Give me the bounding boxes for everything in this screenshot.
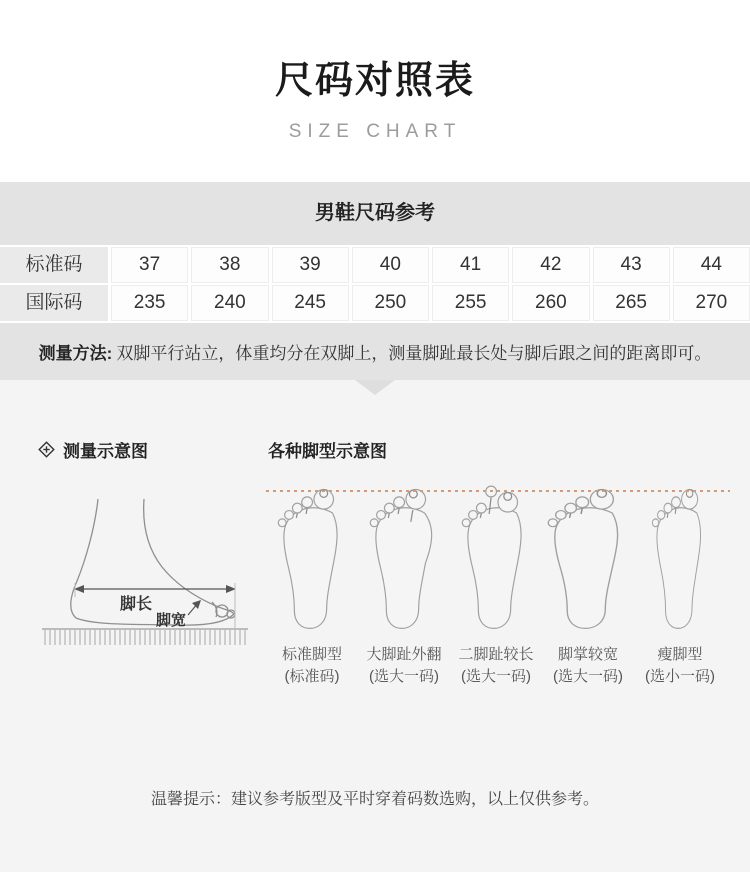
foot-outline-standard-illustration	[268, 481, 356, 633]
size-row-label: 标准码	[0, 247, 108, 283]
foot-width-label: 脚宽	[155, 612, 187, 629]
size-cell: 250	[352, 285, 429, 321]
size-cell: 44	[673, 247, 750, 283]
size-cell: 37	[111, 247, 188, 283]
foot-type-name: 二脚趾较长	[458, 646, 534, 663]
foot-type-standard	[268, 481, 356, 688]
foot-type-name: 标准脚型	[281, 646, 342, 663]
foot-type-narrow	[636, 481, 724, 688]
page-subtitle: SIZE CHART	[288, 121, 462, 142]
size-cell: 245	[272, 285, 349, 321]
foot-type-wide	[544, 481, 632, 688]
size-cell: 40	[352, 247, 429, 283]
foot-type-name: 脚掌较宽	[557, 646, 618, 663]
foot-types-panel	[268, 437, 750, 688]
foot-type-note: (选大一码)	[369, 668, 439, 685]
foot-measure-illustration	[38, 497, 268, 654]
measure-method-text: 双脚平行站立，体重均分在双脚上，测量脚趾最长处与脚后跟之间的距离即可。	[116, 344, 712, 363]
size-table-header: 男鞋尺码参考	[0, 182, 750, 245]
foot-type-note: (选大一码)	[461, 668, 531, 685]
size-cell: 235	[111, 285, 188, 321]
size-cell: 265	[593, 285, 670, 321]
size-cell: 270	[673, 285, 750, 321]
size-cell: 41	[432, 247, 509, 283]
diamond-plus-icon	[38, 441, 55, 458]
page-title: 尺码对照表	[274, 60, 475, 102]
foot-outline-wide-illustration	[544, 481, 632, 633]
size-cell: 240	[191, 285, 268, 321]
foot-type-valgus	[360, 481, 448, 688]
measure-diagram-panel	[0, 437, 268, 688]
measure-method-note	[0, 323, 750, 380]
foot-types-heading: 各种脚型示意图	[268, 441, 387, 461]
size-cell: 260	[512, 285, 589, 321]
size-table	[0, 245, 750, 323]
size-cell: 39	[272, 247, 349, 283]
foot-type-note: (选小一码)	[645, 668, 715, 685]
foot-outline-narrow-illustration	[636, 481, 724, 633]
size-cell: 38	[191, 247, 268, 283]
toe-alignment-dotted-line	[266, 490, 730, 492]
size-cell: 43	[593, 247, 670, 283]
foot-type-note: (选大一码)	[553, 668, 623, 685]
pointer-down-icon	[355, 380, 395, 395]
size-cell: 255	[432, 285, 509, 321]
foot-outline-valgus-illustration	[360, 481, 448, 633]
measure-diagram-heading: 测量示意图	[63, 441, 148, 461]
size-row-label: 国际码	[0, 285, 108, 321]
foot-type-name: 瘦脚型	[657, 646, 703, 663]
foot-type-name: 大脚趾外翻	[366, 646, 442, 663]
diagram-section	[0, 380, 750, 872]
footer-note: 温馨提示：建议参考版型及平时穿着码数选购，以上仅供参考。	[150, 791, 599, 808]
measure-method-label: 测量方法:	[38, 344, 113, 363]
foot-type-note: (标准码)	[284, 668, 340, 685]
measure-diagram-heading-row	[38, 437, 268, 461]
foot-outline-long-second-toe-illustration	[452, 481, 540, 633]
foot-type-long-second-toe	[452, 481, 540, 688]
size-cell: 42	[512, 247, 589, 283]
foot-length-label: 脚长	[119, 596, 153, 613]
page-header	[0, 0, 750, 144]
